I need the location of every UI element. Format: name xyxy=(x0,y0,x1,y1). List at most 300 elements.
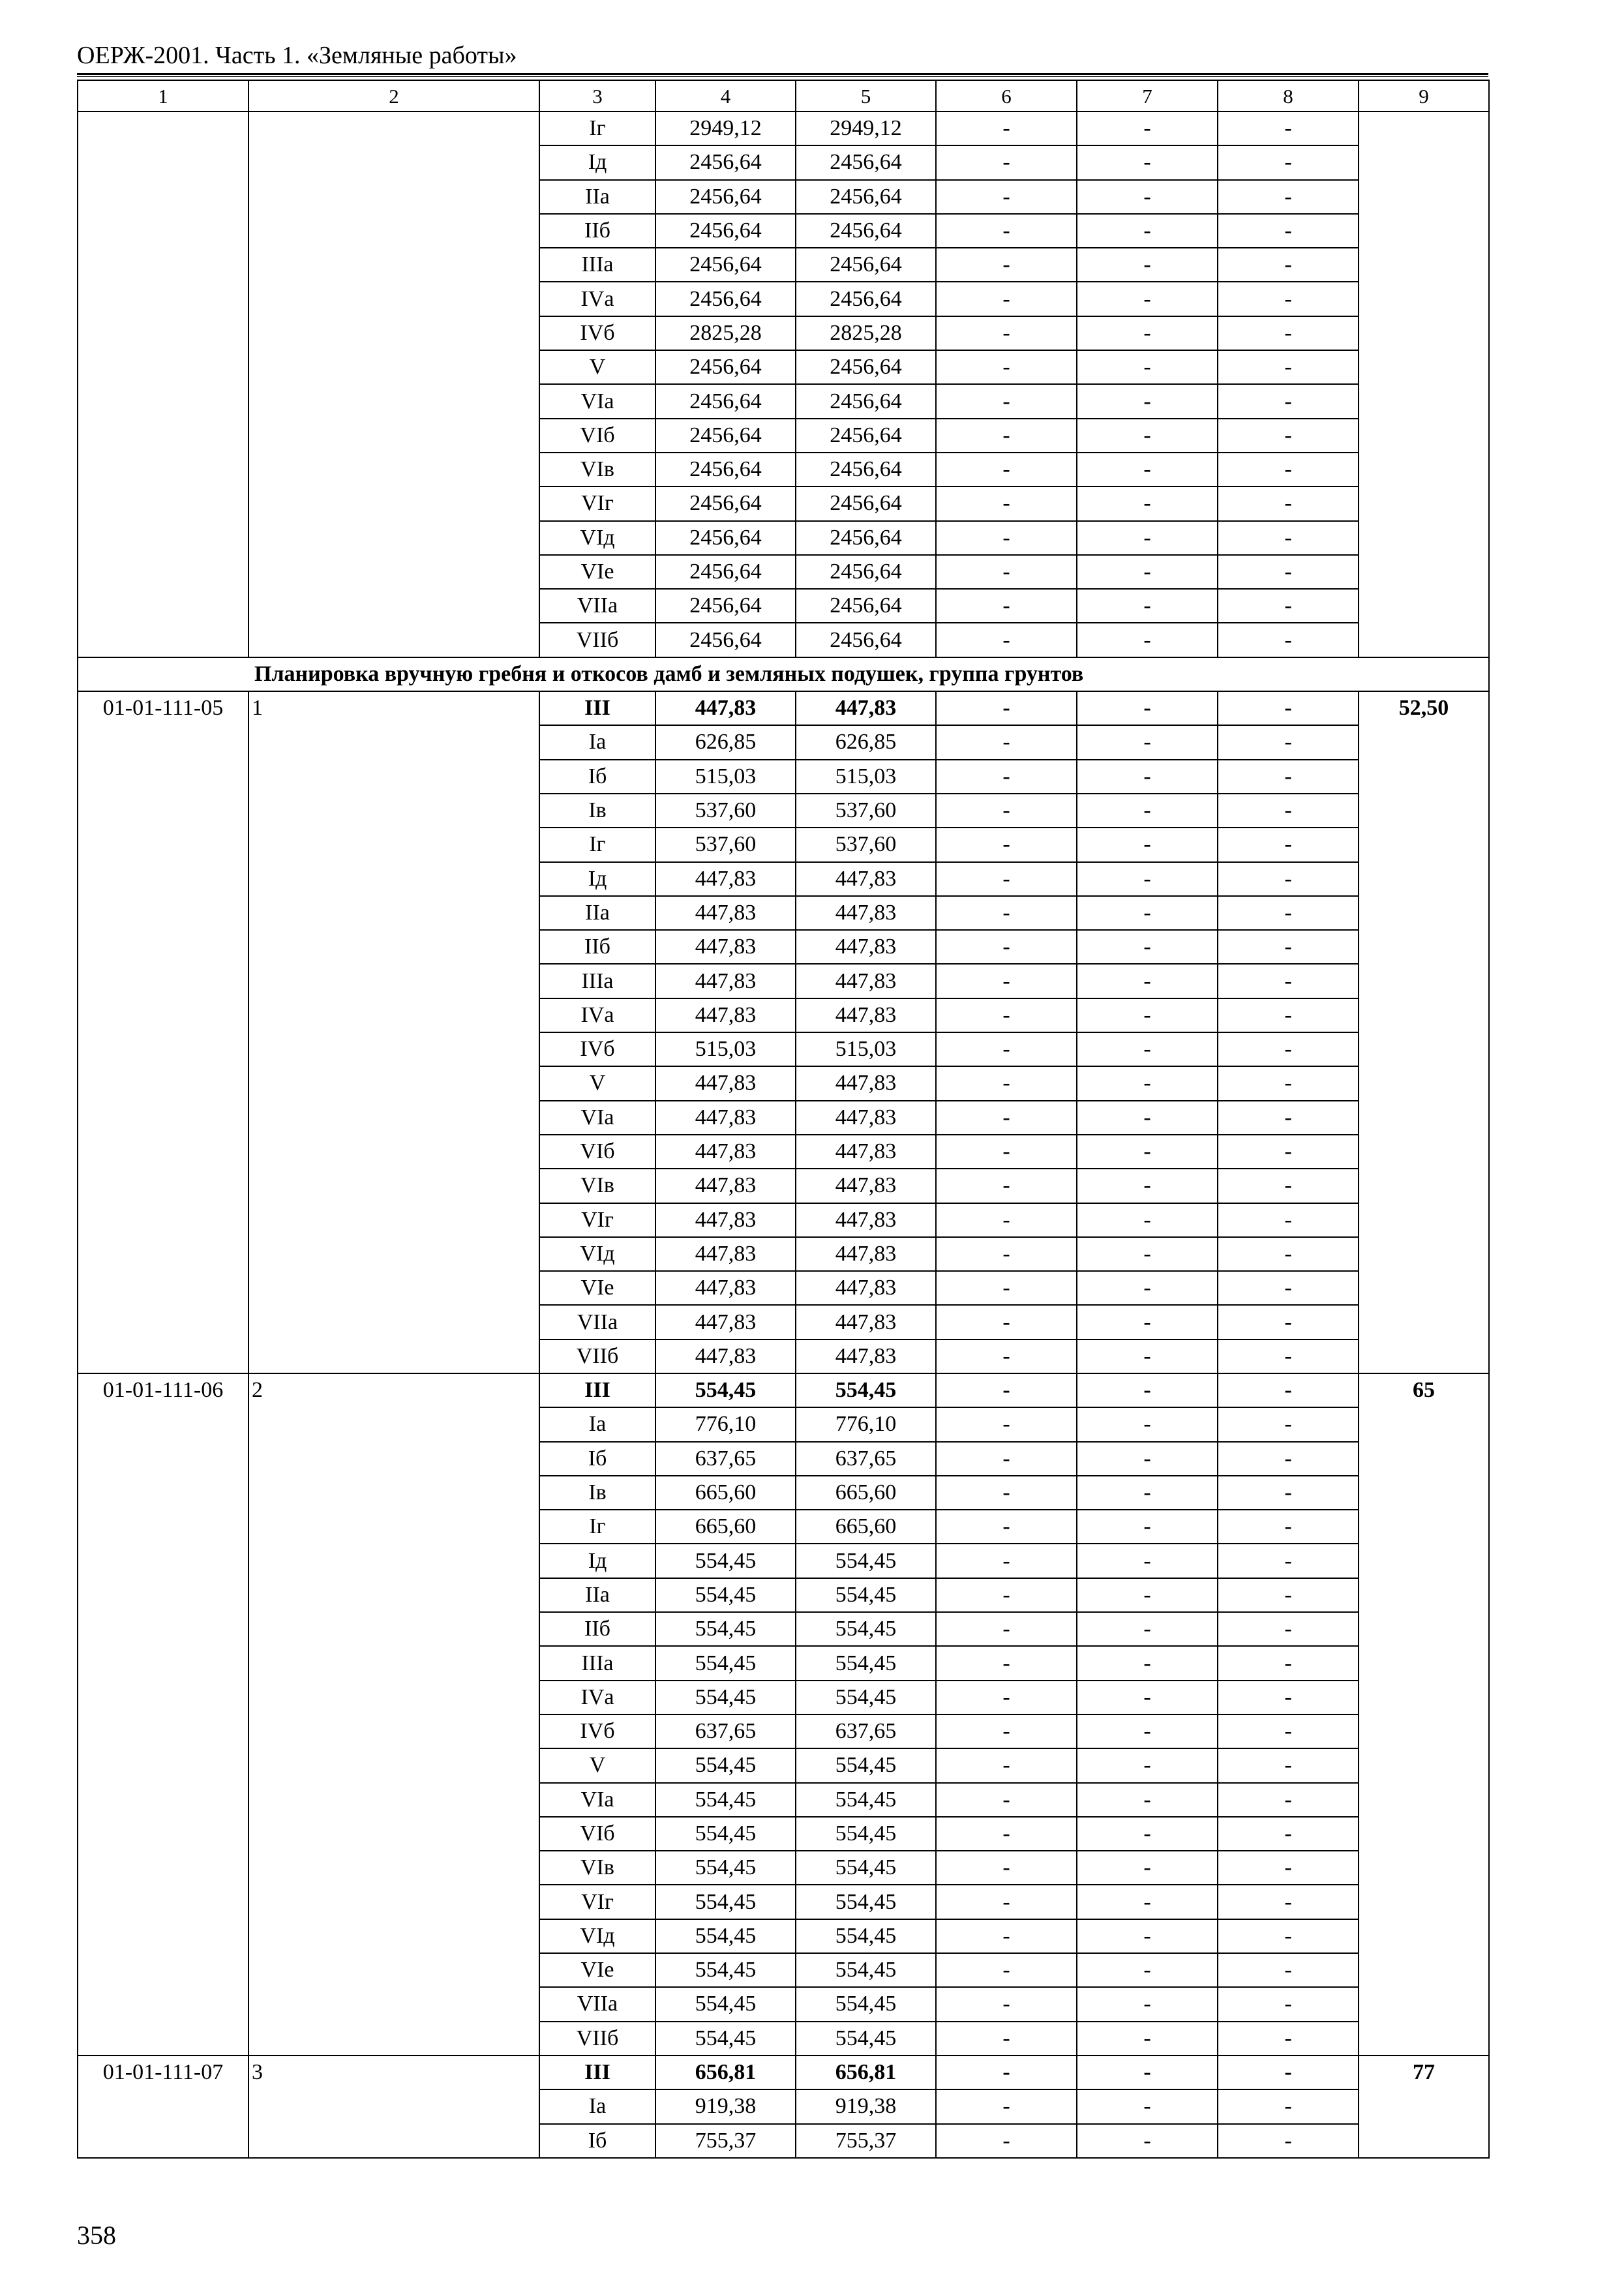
wages-cell: 2456,64 xyxy=(796,145,936,179)
materials-cost-cell: - xyxy=(1218,282,1359,316)
total-cost-cell: 554,45 xyxy=(655,1544,796,1578)
materials-cost-cell: - xyxy=(1218,725,1359,759)
total-cost-cell: 554,45 xyxy=(655,1646,796,1680)
materials-cost-cell: - xyxy=(1218,862,1359,896)
machine-cost-cell: - xyxy=(936,1373,1077,1407)
machine-cost-cell: - xyxy=(936,214,1077,248)
soil-group-cell: Iа xyxy=(539,725,655,759)
machine-cost-cell: - xyxy=(936,623,1077,657)
materials-cost-cell: - xyxy=(1218,2056,1359,2089)
soil-group-cell: IIIа xyxy=(539,964,655,998)
column-number-8: 8 xyxy=(1218,80,1359,112)
total-cost-cell: 2456,64 xyxy=(655,214,796,248)
materials-cost-cell: - xyxy=(1218,350,1359,384)
machine-cost-cell: - xyxy=(936,180,1077,214)
operator-wages-cell: - xyxy=(1077,1407,1218,1441)
soil-group-cell: Iд xyxy=(539,862,655,896)
operator-wages-cell: - xyxy=(1077,1169,1218,1203)
column-number-1: 1 xyxy=(78,80,248,112)
operator-wages-cell: - xyxy=(1077,1885,1218,1919)
machine-cost-cell: - xyxy=(936,1714,1077,1748)
machine-cost-cell: - xyxy=(936,998,1077,1032)
total-cost-cell: 447,83 xyxy=(655,1203,796,1237)
operator-wages-cell: - xyxy=(1077,2124,1218,2158)
wages-cell: 2456,64 xyxy=(796,350,936,384)
soil-group-cell: IIIа xyxy=(539,248,655,282)
materials-cost-cell: - xyxy=(1218,623,1359,657)
machine-cost-cell: - xyxy=(936,1203,1077,1237)
soil-group-cell: IVа xyxy=(539,998,655,1032)
wages-cell: 447,83 xyxy=(796,1135,936,1169)
operator-wages-cell: - xyxy=(1077,1783,1218,1817)
operator-wages-cell: - xyxy=(1077,145,1218,179)
wages-cell: 447,83 xyxy=(796,1169,936,1203)
operator-wages-cell: - xyxy=(1077,930,1218,964)
materials-cost-cell: - xyxy=(1218,1135,1359,1169)
machine-cost-cell: - xyxy=(936,1271,1077,1305)
wages-cell: 447,83 xyxy=(796,930,936,964)
total-cost-cell: 2825,28 xyxy=(655,316,796,350)
materials-cost-cell: - xyxy=(1218,1442,1359,1476)
machine-cost-cell: - xyxy=(936,1646,1077,1680)
operator-wages-cell: - xyxy=(1077,1510,1218,1544)
soil-group-cell: Iб xyxy=(539,1442,655,1476)
materials-cost-cell: - xyxy=(1218,1237,1359,1271)
total-cost-cell: 447,83 xyxy=(655,1101,796,1135)
materials-cost-cell: - xyxy=(1218,2022,1359,2056)
total-cost-cell: 447,83 xyxy=(655,1271,796,1305)
materials-cost-cell: - xyxy=(1218,930,1359,964)
materials-cost-cell: - xyxy=(1218,1169,1359,1203)
soil-group-cell: VIIа xyxy=(539,1987,655,2021)
column-number-3: 3 xyxy=(539,80,655,112)
total-cost-cell: 554,45 xyxy=(655,1681,796,1714)
total-cost-cell: 2456,64 xyxy=(655,350,796,384)
total-cost-cell: 626,85 xyxy=(655,725,796,759)
wages-cell: 755,37 xyxy=(796,2124,936,2158)
materials-cost-cell: - xyxy=(1218,1476,1359,1510)
item-number-cell: 3 xyxy=(248,2056,539,2158)
total-cost-cell: 447,83 xyxy=(655,1066,796,1100)
column-number-5: 5 xyxy=(796,80,936,112)
soil-group-cell: VIа xyxy=(539,1783,655,1817)
total-cost-cell: 2456,64 xyxy=(655,282,796,316)
materials-cost-cell: - xyxy=(1218,1510,1359,1544)
operator-wages-cell: - xyxy=(1077,1237,1218,1271)
materials-cost-cell: - xyxy=(1218,1681,1359,1714)
materials-cost-cell: - xyxy=(1218,1783,1359,1817)
rates-table xyxy=(77,80,1490,2159)
machine-cost-cell: - xyxy=(936,2089,1077,2123)
machine-cost-cell: - xyxy=(936,453,1077,486)
total-cost-cell: 2456,64 xyxy=(655,419,796,453)
soil-group-cell: Iа xyxy=(539,2089,655,2123)
total-cost-cell: 554,45 xyxy=(655,1885,796,1919)
operator-wages-cell: - xyxy=(1077,1135,1218,1169)
wages-cell: 537,60 xyxy=(796,828,936,861)
wages-cell: 2456,64 xyxy=(796,384,936,418)
materials-cost-cell: - xyxy=(1218,964,1359,998)
materials-cost-cell: - xyxy=(1218,1203,1359,1237)
total-cost-cell: 2456,64 xyxy=(655,384,796,418)
wages-cell: 447,83 xyxy=(796,1203,936,1237)
operator-wages-cell: - xyxy=(1077,112,1218,145)
soil-group-cell: III xyxy=(539,1373,655,1407)
machine-cost-cell: - xyxy=(936,896,1077,930)
page-number: 358 xyxy=(77,2221,116,2250)
materials-cost-cell: - xyxy=(1218,486,1359,520)
materials-cost-cell: - xyxy=(1218,1339,1359,1373)
operator-wages-cell: - xyxy=(1077,589,1218,623)
materials-cost-cell: - xyxy=(1218,1714,1359,1748)
operator-wages-cell: - xyxy=(1077,725,1218,759)
operator-wages-cell: - xyxy=(1077,282,1218,316)
total-cost-cell: 637,65 xyxy=(655,1442,796,1476)
soil-group-cell: IIб xyxy=(539,214,655,248)
total-cost-cell: 554,45 xyxy=(655,1817,796,1851)
soil-group-cell: VIб xyxy=(539,419,655,453)
wages-cell: 554,45 xyxy=(796,1987,936,2021)
total-cost-cell: 554,45 xyxy=(655,1851,796,1885)
operator-wages-cell: - xyxy=(1077,316,1218,350)
wages-cell: 665,60 xyxy=(796,1476,936,1510)
machine-cost-cell: - xyxy=(936,350,1077,384)
machine-cost-cell: - xyxy=(936,2056,1077,2089)
materials-cost-cell: - xyxy=(1218,1646,1359,1680)
materials-cost-cell: - xyxy=(1218,2089,1359,2123)
total-cost-cell: 447,83 xyxy=(655,1135,796,1169)
wages-cell: 2456,64 xyxy=(796,589,936,623)
total-cost-cell: 2456,64 xyxy=(655,521,796,555)
total-cost-cell: 447,83 xyxy=(655,1305,796,1339)
total-cost-cell: 515,03 xyxy=(655,760,796,794)
column-number-row xyxy=(78,80,1489,112)
materials-cost-cell: - xyxy=(1218,1748,1359,1782)
total-cost-cell: 665,60 xyxy=(655,1476,796,1510)
materials-cost-cell: - xyxy=(1218,112,1359,145)
machine-cost-cell: - xyxy=(936,964,1077,998)
rate-code-cell: 01-01-111-07 xyxy=(78,2056,248,2158)
soil-group-cell: VIа xyxy=(539,1101,655,1135)
total-cost-cell: 2456,64 xyxy=(655,453,796,486)
machine-cost-cell: - xyxy=(936,555,1077,589)
machine-cost-cell: - xyxy=(936,1612,1077,1646)
soil-group-cell: V xyxy=(539,350,655,384)
total-cost-cell: 554,45 xyxy=(655,1987,796,2021)
machine-cost-cell: - xyxy=(936,1510,1077,1544)
machine-cost-cell: - xyxy=(936,1442,1077,1476)
soil-group-cell: VIIа xyxy=(539,1305,655,1339)
operator-wages-cell: - xyxy=(1077,1339,1218,1373)
wages-cell: 626,85 xyxy=(796,725,936,759)
soil-group-cell: Iв xyxy=(539,1476,655,1510)
wages-cell: 2456,64 xyxy=(796,282,936,316)
wages-cell: 447,83 xyxy=(796,1101,936,1135)
wages-cell: 2456,64 xyxy=(796,248,936,282)
soil-group-cell: IVа xyxy=(539,282,655,316)
materials-cost-cell: - xyxy=(1218,1612,1359,1646)
soil-group-cell: VIб xyxy=(539,1817,655,1851)
operator-wages-cell: - xyxy=(1077,1476,1218,1510)
soil-group-cell: Iг xyxy=(539,112,655,145)
materials-cost-cell: - xyxy=(1218,555,1359,589)
rate-code-cell: 01-01-111-05 xyxy=(78,691,248,1373)
total-cost-cell: 665,60 xyxy=(655,1510,796,1544)
total-cost-cell: 554,45 xyxy=(655,1612,796,1646)
total-cost-cell: 447,83 xyxy=(655,862,796,896)
wages-cell: 554,45 xyxy=(796,1681,936,1714)
total-cost-cell: 637,65 xyxy=(655,1714,796,1748)
labor-norm-cell: 77 xyxy=(1359,2056,1489,2158)
soil-group-cell: IVб xyxy=(539,1714,655,1748)
operator-wages-cell: - xyxy=(1077,1271,1218,1305)
wages-cell: 2456,64 xyxy=(796,419,936,453)
machine-cost-cell: - xyxy=(936,1953,1077,1987)
soil-group-cell: IVб xyxy=(539,316,655,350)
total-cost-cell: 919,38 xyxy=(655,2089,796,2123)
machine-cost-cell: - xyxy=(936,1476,1077,1510)
soil-group-cell: IIIа xyxy=(539,1646,655,1680)
machine-cost-cell: - xyxy=(936,419,1077,453)
operator-wages-cell: - xyxy=(1077,760,1218,794)
operator-wages-cell: - xyxy=(1077,1544,1218,1578)
wages-cell: 447,83 xyxy=(796,896,936,930)
wages-cell: 554,45 xyxy=(796,1748,936,1782)
wages-cell: 554,45 xyxy=(796,1578,936,1612)
machine-cost-cell: - xyxy=(936,1987,1077,2021)
materials-cost-cell: - xyxy=(1218,589,1359,623)
total-cost-cell: 447,83 xyxy=(655,1169,796,1203)
machine-cost-cell: - xyxy=(936,1748,1077,1782)
operator-wages-cell: - xyxy=(1077,2056,1218,2089)
operator-wages-cell: - xyxy=(1077,896,1218,930)
soil-group-cell: Iг xyxy=(539,828,655,861)
materials-cost-cell: - xyxy=(1218,794,1359,828)
materials-cost-cell: - xyxy=(1218,1271,1359,1305)
machine-cost-cell: - xyxy=(936,1851,1077,1885)
materials-cost-cell: - xyxy=(1218,1373,1359,1407)
total-cost-cell: 447,83 xyxy=(655,998,796,1032)
column-number-2: 2 xyxy=(248,80,539,112)
soil-group-cell: VIе xyxy=(539,555,655,589)
materials-cost-cell: - xyxy=(1218,1817,1359,1851)
machine-cost-cell: - xyxy=(936,589,1077,623)
operator-wages-cell: - xyxy=(1077,2089,1218,2123)
wages-cell: 554,45 xyxy=(796,2022,936,2056)
total-cost-cell: 447,83 xyxy=(655,1237,796,1271)
machine-cost-cell: - xyxy=(936,1885,1077,1919)
wages-cell: 447,83 xyxy=(796,1271,936,1305)
operator-wages-cell: - xyxy=(1077,180,1218,214)
operator-wages-cell: - xyxy=(1077,1101,1218,1135)
wages-cell: 447,83 xyxy=(796,862,936,896)
table-row xyxy=(78,2056,1489,2089)
operator-wages-cell: - xyxy=(1077,384,1218,418)
materials-cost-cell: - xyxy=(1218,1851,1359,1885)
column-number-6: 6 xyxy=(936,80,1077,112)
materials-cost-cell: - xyxy=(1218,828,1359,861)
section-title-row xyxy=(78,657,1489,691)
column-number-9: 9 xyxy=(1359,80,1489,112)
wages-cell: 447,83 xyxy=(796,1339,936,1373)
soil-group-cell: VIб xyxy=(539,1135,655,1169)
machine-cost-cell: - xyxy=(936,1407,1077,1441)
wages-cell: 554,45 xyxy=(796,1783,936,1817)
total-cost-cell: 755,37 xyxy=(655,2124,796,2158)
wages-cell: 2949,12 xyxy=(796,112,936,145)
machine-cost-cell: - xyxy=(936,760,1077,794)
total-cost-cell: 537,60 xyxy=(655,794,796,828)
materials-cost-cell: - xyxy=(1218,2124,1359,2158)
wages-cell: 2456,64 xyxy=(796,180,936,214)
total-cost-cell: 2456,64 xyxy=(655,180,796,214)
header-rule xyxy=(77,73,1488,77)
materials-cost-cell: - xyxy=(1218,453,1359,486)
machine-cost-cell: - xyxy=(936,2022,1077,2056)
operator-wages-cell: - xyxy=(1077,555,1218,589)
wages-cell: 665,60 xyxy=(796,1510,936,1544)
total-cost-cell: 554,45 xyxy=(655,1953,796,1987)
machine-cost-cell: - xyxy=(936,691,1077,725)
total-cost-cell: 2456,64 xyxy=(655,555,796,589)
materials-cost-cell: - xyxy=(1218,1101,1359,1135)
materials-cost-cell: - xyxy=(1218,316,1359,350)
operator-wages-cell: - xyxy=(1077,248,1218,282)
total-cost-cell: 554,45 xyxy=(655,1373,796,1407)
operator-wages-cell: - xyxy=(1077,1032,1218,1066)
soil-group-cell: V xyxy=(539,1748,655,1782)
operator-wages-cell: - xyxy=(1077,1817,1218,1851)
total-cost-cell: 2456,64 xyxy=(655,589,796,623)
materials-cost-cell: - xyxy=(1218,1407,1359,1441)
machine-cost-cell: - xyxy=(936,1066,1077,1100)
operator-wages-cell: - xyxy=(1077,1851,1218,1885)
number-cell-empty xyxy=(248,112,539,657)
wages-cell: 515,03 xyxy=(796,760,936,794)
rate-code-cell: 01-01-111-06 xyxy=(78,1373,248,2056)
total-cost-cell: 554,45 xyxy=(655,1919,796,1953)
wages-cell: 2456,64 xyxy=(796,453,936,486)
operator-wages-cell: - xyxy=(1077,828,1218,861)
soil-group-cell: VIе xyxy=(539,1271,655,1305)
operator-wages-cell: - xyxy=(1077,1442,1218,1476)
machine-cost-cell: - xyxy=(936,1919,1077,1953)
machine-cost-cell: - xyxy=(936,828,1077,861)
table-row xyxy=(78,112,1489,145)
materials-cost-cell: - xyxy=(1218,419,1359,453)
soil-group-cell: III xyxy=(539,691,655,725)
operator-wages-cell: - xyxy=(1077,350,1218,384)
soil-group-cell: VIг xyxy=(539,1885,655,1919)
total-cost-cell: 515,03 xyxy=(655,1032,796,1066)
operator-wages-cell: - xyxy=(1077,419,1218,453)
operator-wages-cell: - xyxy=(1077,862,1218,896)
wages-cell: 776,10 xyxy=(796,1407,936,1441)
materials-cost-cell: - xyxy=(1218,1032,1359,1066)
materials-cost-cell: - xyxy=(1218,180,1359,214)
materials-cost-cell: - xyxy=(1218,896,1359,930)
section-title: Планировка вручную гребня и откосов дамб и земляных подушек, группа грунтов xyxy=(78,657,1489,691)
wages-cell: 554,45 xyxy=(796,1544,936,1578)
materials-cost-cell: - xyxy=(1218,1987,1359,2021)
wages-cell: 554,45 xyxy=(796,1885,936,1919)
operator-wages-cell: - xyxy=(1077,964,1218,998)
total-cost-cell: 554,45 xyxy=(655,1748,796,1782)
operator-wages-cell: - xyxy=(1077,1612,1218,1646)
operator-wages-cell: - xyxy=(1077,2022,1218,2056)
total-cost-cell: 447,83 xyxy=(655,1339,796,1373)
operator-wages-cell: - xyxy=(1077,691,1218,725)
wages-cell: 447,83 xyxy=(796,1237,936,1271)
wages-cell: 2456,64 xyxy=(796,623,936,657)
materials-cost-cell: - xyxy=(1218,1578,1359,1612)
soil-group-cell: VIа xyxy=(539,384,655,418)
materials-cost-cell: - xyxy=(1218,214,1359,248)
materials-cost-cell: - xyxy=(1218,384,1359,418)
machine-cost-cell: - xyxy=(936,1544,1077,1578)
page-header-title: ОЕРЖ-2001. Часть 1. «Земляные работы» xyxy=(77,42,517,69)
soil-group-cell: VIIб xyxy=(539,1339,655,1373)
wages-cell: 537,60 xyxy=(796,794,936,828)
soil-group-cell: IVб xyxy=(539,1032,655,1066)
machine-cost-cell: - xyxy=(936,794,1077,828)
materials-cost-cell: - xyxy=(1218,1544,1359,1578)
soil-group-cell: V xyxy=(539,1066,655,1100)
materials-cost-cell: - xyxy=(1218,998,1359,1032)
norm-cell-empty xyxy=(1359,112,1489,657)
operator-wages-cell: - xyxy=(1077,1681,1218,1714)
machine-cost-cell: - xyxy=(936,1169,1077,1203)
wages-cell: 2456,64 xyxy=(796,521,936,555)
wages-cell: 637,65 xyxy=(796,1442,936,1476)
operator-wages-cell: - xyxy=(1077,1646,1218,1680)
machine-cost-cell: - xyxy=(936,725,1077,759)
soil-group-cell: VIе xyxy=(539,1953,655,1987)
machine-cost-cell: - xyxy=(936,1135,1077,1169)
materials-cost-cell: - xyxy=(1218,1885,1359,1919)
total-cost-cell: 447,83 xyxy=(655,964,796,998)
total-cost-cell: 554,45 xyxy=(655,1578,796,1612)
materials-cost-cell: - xyxy=(1218,145,1359,179)
soil-group-cell: Iб xyxy=(539,760,655,794)
soil-group-cell: VIд xyxy=(539,1237,655,1271)
machine-cost-cell: - xyxy=(936,862,1077,896)
soil-group-cell: VIг xyxy=(539,1203,655,1237)
machine-cost-cell: - xyxy=(936,521,1077,555)
machine-cost-cell: - xyxy=(936,248,1077,282)
operator-wages-cell: - xyxy=(1077,1953,1218,1987)
machine-cost-cell: - xyxy=(936,316,1077,350)
wages-cell: 554,45 xyxy=(796,1817,936,1851)
column-number-7: 7 xyxy=(1077,80,1218,112)
materials-cost-cell: - xyxy=(1218,1953,1359,1987)
total-cost-cell: 447,83 xyxy=(655,691,796,725)
materials-cost-cell: - xyxy=(1218,1066,1359,1100)
operator-wages-cell: - xyxy=(1077,1373,1218,1407)
machine-cost-cell: - xyxy=(936,1305,1077,1339)
total-cost-cell: 447,83 xyxy=(655,896,796,930)
total-cost-cell: 656,81 xyxy=(655,2056,796,2089)
machine-cost-cell: - xyxy=(936,1783,1077,1817)
code-cell-empty xyxy=(78,112,248,657)
materials-cost-cell: - xyxy=(1218,1919,1359,1953)
soil-group-cell: IIа xyxy=(539,180,655,214)
item-number-cell: 1 xyxy=(248,691,539,1373)
wages-cell: 554,45 xyxy=(796,1612,936,1646)
wages-cell: 554,45 xyxy=(796,1646,936,1680)
machine-cost-cell: - xyxy=(936,145,1077,179)
machine-cost-cell: - xyxy=(936,1237,1077,1271)
